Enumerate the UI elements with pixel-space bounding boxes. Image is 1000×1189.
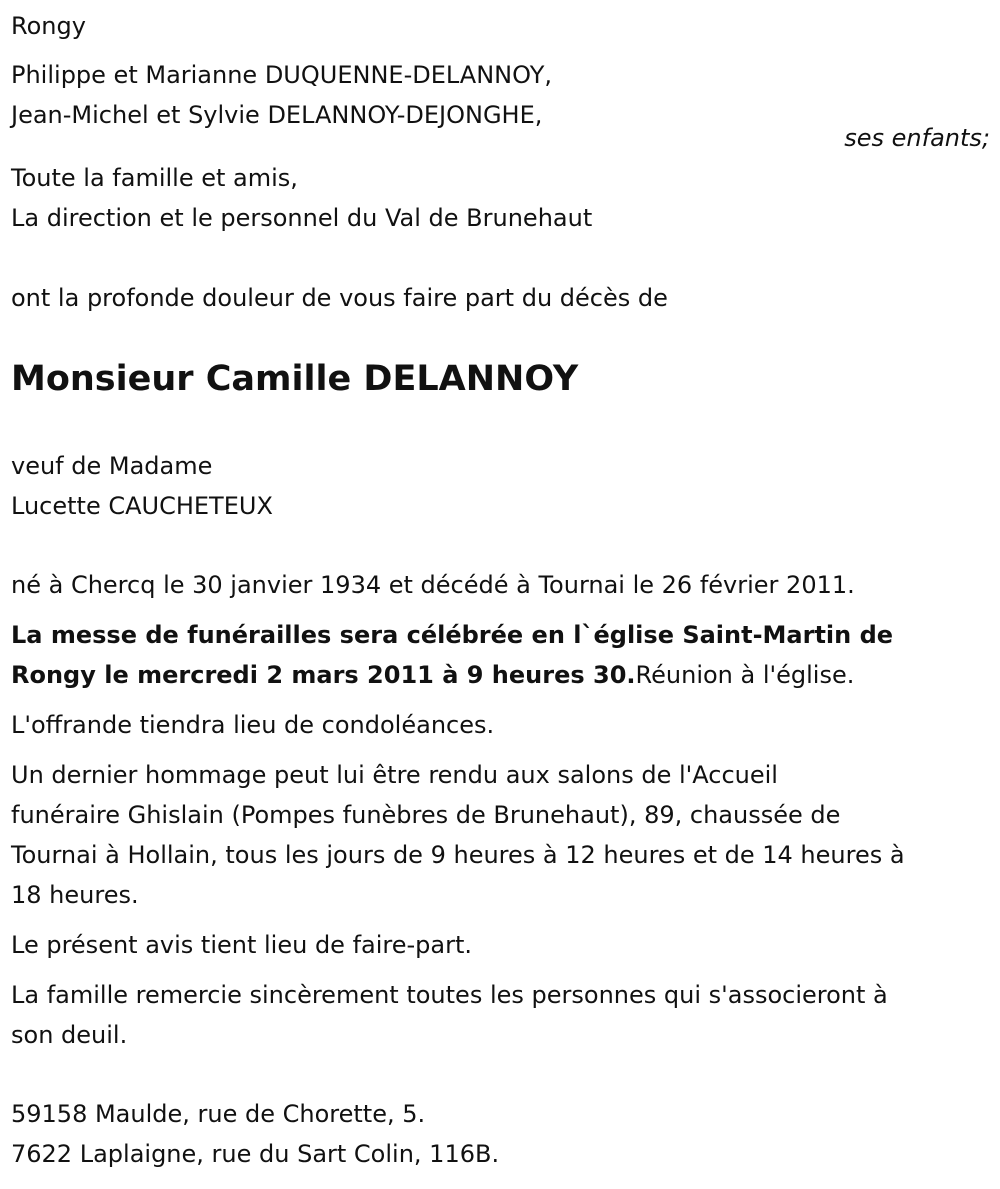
mass-line-1: La messe de funérailles sera célébrée en l`église Saint-Martin de xyxy=(11,621,894,649)
notice-statement: Le présent avis tient lieu de faire-part. xyxy=(11,931,473,959)
children-line-2: Jean-Michel et Sylvie DELANNOY-DEJONGHE, xyxy=(11,101,543,129)
homage-line-1: Un dernier hommage peut lui être rendu aux salons de l'Accueil xyxy=(11,761,778,789)
family-line-2: La direction et le personnel du Val de Brunehaut xyxy=(11,204,593,232)
mass-date-time: Rongy le mercredi 2 mars 2011 à 9 heures 30. xyxy=(11,661,636,689)
announcement-text: ont la profonde douleur de vous faire part du décès de xyxy=(11,284,668,312)
address-line-2: 7622 Laplaigne, rue du Sart Colin, 116B. xyxy=(11,1140,500,1168)
homage-line-2: funéraire Ghislain (Pompes funèbres de Brunehaut), 89, chaussée de xyxy=(11,801,841,829)
birth-death-dates: né à Chercq le 30 janvier 1934 et décédé à Tournai le 26 février 2011. xyxy=(11,571,855,599)
family-line-1: Toute la famille et amis, xyxy=(11,164,298,192)
offering-text: L'offrande tiendra lieu de condoléances. xyxy=(11,711,495,739)
spouse-line-2: Lucette CAUCHETEUX xyxy=(11,492,273,520)
spouse-line-1: veuf de Madame xyxy=(11,452,213,480)
meeting-place: Réunion à l'église. xyxy=(635,661,855,689)
homage-line-3: Tournai à Hollain, tous les jours de 9 heures à 12 heures et de 14 heures à xyxy=(11,841,905,869)
thanks-line-2: son deuil. xyxy=(11,1021,128,1049)
children-role: ses enfants; xyxy=(844,124,990,152)
children-line-1: Philippe et Marianne DUQUENNE-DELANNOY, xyxy=(11,61,552,89)
homage-line-4: 18 heures. xyxy=(11,881,139,909)
deceased-name: Monsieur Camille DELANNOY xyxy=(11,359,579,399)
town-name: Rongy xyxy=(11,12,86,40)
address-line-1: 59158 Maulde, rue de Chorette, 5. xyxy=(11,1100,426,1128)
mass-line-2 xyxy=(11,655,854,695)
thanks-line-1: La famille remercie sincèrement toutes les personnes qui s'associeront à xyxy=(11,981,888,1009)
